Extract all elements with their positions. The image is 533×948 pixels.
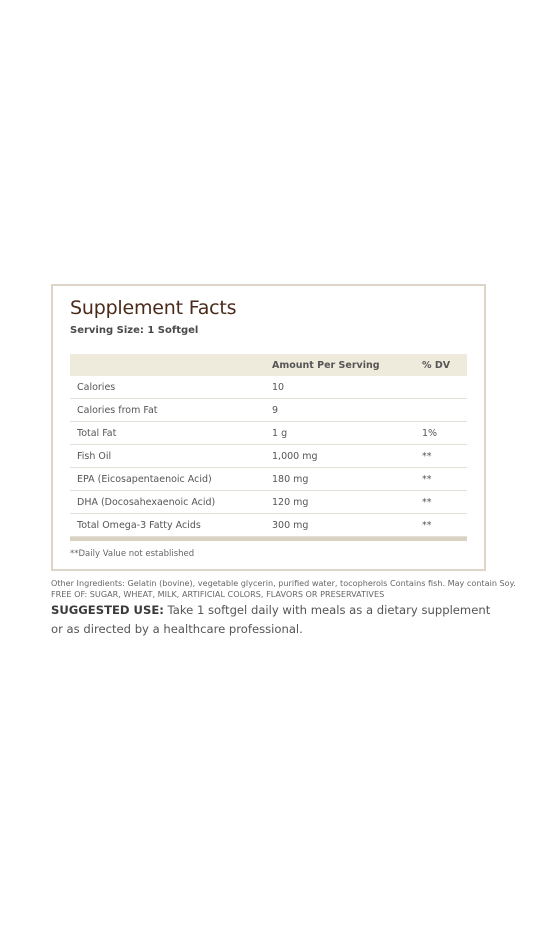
- row-amount: 10: [272, 382, 285, 393]
- supplement-facts-panel: [51, 284, 486, 571]
- table-row: [70, 468, 467, 491]
- table-header: [70, 354, 467, 376]
- free-of-line: FREE OF: SUGAR, WHEAT, MILK, ARTIFICIAL COLORS, FLAVORS OR PRESERVATIVES: [51, 589, 385, 599]
- table-row: [70, 445, 467, 468]
- table-row: [70, 399, 467, 422]
- suggested-use-label: SUGGESTED USE:: [51, 603, 164, 617]
- header-amount: Amount Per Serving: [272, 360, 380, 371]
- row-name: Calories from Fat: [77, 405, 158, 416]
- table-bottom-rule: [70, 537, 467, 541]
- row-amount: 300 mg: [272, 520, 309, 531]
- facts-table: [70, 354, 467, 541]
- row-name: Calories: [77, 382, 116, 393]
- table-row: [70, 491, 467, 514]
- row-amount: 120 mg: [272, 497, 309, 508]
- serving-size: Serving Size: 1 Softgel: [70, 325, 199, 336]
- row-dv: **: [422, 520, 432, 531]
- table-row: [70, 514, 467, 537]
- table-row: [70, 376, 467, 399]
- row-dv: **: [422, 451, 432, 462]
- footnote: **Daily Value not established: [70, 549, 195, 559]
- row-amount: 1 g: [272, 428, 288, 439]
- row-dv: 1%: [422, 428, 438, 439]
- suggested-use: [51, 601, 491, 639]
- row-name: Total Omega-3 Fatty Acids: [77, 520, 201, 531]
- row-dv: **: [422, 497, 432, 508]
- header-dv: % DV: [422, 360, 451, 371]
- row-name: DHA (Docosahexaenoic Acid): [77, 497, 216, 508]
- row-amount: 180 mg: [272, 474, 309, 485]
- row-amount: 9: [272, 405, 279, 416]
- other-ingredients: [51, 578, 516, 600]
- panel-title: Supplement Facts: [70, 297, 237, 319]
- table-row: [70, 422, 467, 445]
- row-name: Total Fat: [77, 428, 117, 439]
- row-dv: **: [422, 474, 432, 485]
- row-name: Fish Oil: [77, 451, 112, 462]
- suggested-use-text: Take 1 softgel daily with meals as a dietary supplement or as directed by a healthcare professional.: [51, 603, 491, 636]
- row-name: EPA (Eicosapentaenoic Acid): [77, 474, 212, 485]
- ingredients-line: Other Ingredients: Gelatin (bovine), vegetable glycerin, purified water, tocopherols Contains fish. May contain Soy.: [51, 578, 516, 588]
- row-amount: 1,000 mg: [272, 451, 318, 462]
